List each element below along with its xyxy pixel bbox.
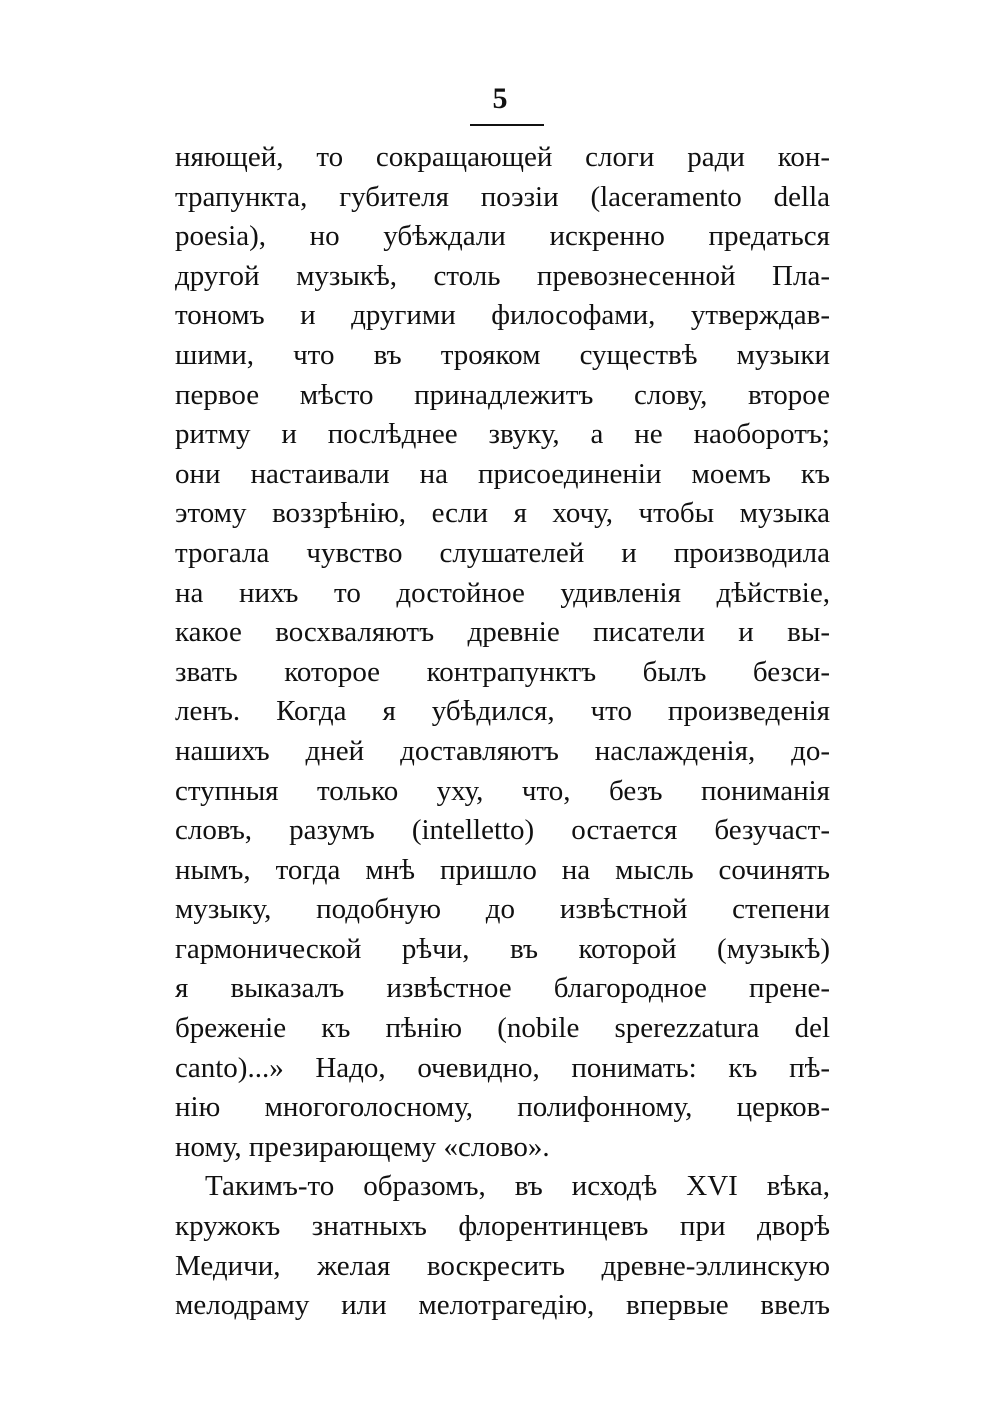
text-line: няющей, то сокращающей слоги ради кон- [175, 141, 830, 173]
text-line: словъ, разумъ (intelletto) остается безучаст- [175, 814, 830, 847]
text-line: я выказалъ извѣстное благородное прене- [175, 972, 830, 1005]
text-line: мелодраму или мелотрагедію, впервые ввелъ [175, 1289, 830, 1322]
text-line: на нихъ то достойное удивленія дѣйствіе, [175, 576, 830, 609]
text-line: ному, презирающему «слово». [175, 1130, 550, 1163]
text-line: Медичи, желая воскресить древне-эллинскую [175, 1249, 830, 1282]
page-number: 5 [492, 82, 508, 115]
text-line: ленъ. Когда я убѣдился, что произведенія [175, 695, 830, 728]
text-line: они настаивали на присоединеніи моемъ къ [175, 457, 830, 490]
text-line: нашихъ дней доставляютъ наслажденія, до- [175, 734, 830, 767]
text-line: ступныя только уху, что, безъ пониманія [175, 774, 830, 807]
body-text [175, 138, 830, 1326]
text-line: первое мѣсто принадлежитъ слову, второе [175, 378, 830, 411]
text-line: нію многоголосному, полифонному, церков- [175, 1091, 830, 1124]
text-line: этому воззрѣнію, если я хочу, чтобы музыка [175, 497, 830, 530]
text-line: ритму и послѣднее звуку, а не наоборотъ; [175, 418, 830, 451]
text-line: кружокъ знатныхъ флорентинцевъ при дворѣ [175, 1210, 830, 1243]
page-number-rule [470, 124, 544, 126]
text-line: трогала чувство слушателей и производила [175, 536, 830, 569]
paragraph [175, 138, 830, 1167]
text-line: нымъ, тогда мнѣ пришло на мысль сочинять [175, 853, 830, 886]
text-line: canto)...» Надо, очевидно, понимать: къ пѣ- [175, 1051, 830, 1084]
text-line: бреженіе къ пѣнію (nobile sperezzatura del [175, 1012, 830, 1045]
text-line: звать которое контрапунктъ былъ безси- [175, 655, 830, 688]
text-line: музыку, подобную до извѣстной степени [175, 893, 830, 926]
text-line: гармонической рѣчи, въ которой (музыкѣ) [175, 932, 830, 965]
text-line: какое восхваляютъ древніе писатели и вы- [175, 616, 830, 649]
text-line: тономъ и другими философами, утверждав- [175, 299, 830, 332]
text-line: poesia), но убѣждали искренно предаться [175, 220, 830, 253]
paragraph [175, 1167, 830, 1325]
text-line: другой музыкѣ, столь превознесенной Пла- [175, 259, 830, 292]
text-line: шими, что въ трояком существѣ музыки [175, 338, 830, 371]
text-line: Такимъ-то образомъ, въ исходѣ XVI вѣка, [205, 1170, 830, 1203]
text-line: трапункта, губителя поэзіи (laceramento della [175, 180, 830, 213]
